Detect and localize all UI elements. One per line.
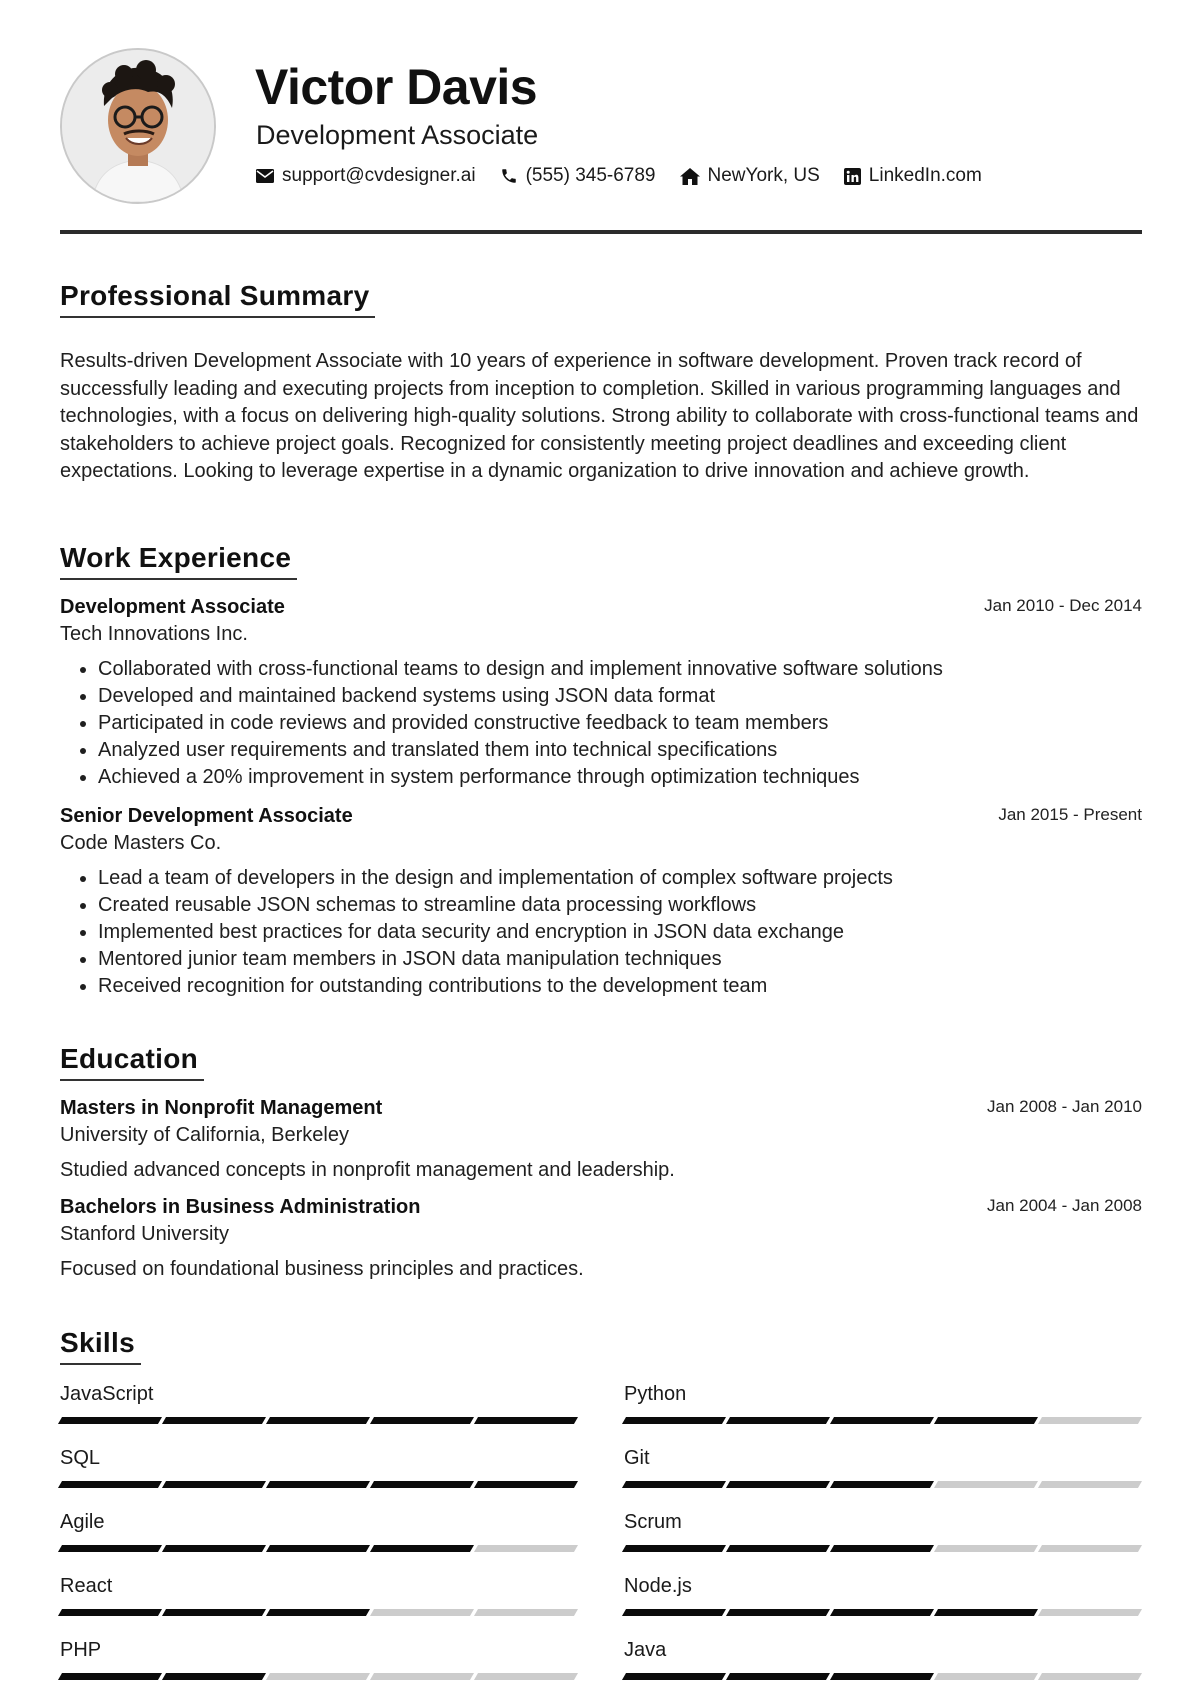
envelope-icon	[256, 169, 274, 183]
skill-item	[60, 1639, 576, 1680]
skill-name: JavaScript	[60, 1383, 154, 1405]
job-bullet: • Implemented best practices for data security and encryption in JSON data exchange	[98, 919, 1142, 946]
education-description: Focused on foundational business principles and practices.	[60, 1258, 584, 1280]
skill-item	[624, 1639, 1140, 1680]
job-bullet: • Created reusable JSON schemas to streamline data processing workflows	[98, 892, 1142, 919]
skill-name: Python	[624, 1383, 687, 1405]
skill-level-segment-empty	[1038, 1417, 1142, 1424]
skill-level-segment-filled	[58, 1417, 162, 1424]
skill-level-bar	[624, 1673, 1140, 1680]
contact-location-text: NewYork, US	[707, 165, 820, 186]
skill-item	[624, 1383, 1140, 1424]
school-name: University of California, Berkeley	[60, 1124, 349, 1146]
skill-level-segment-filled	[162, 1481, 266, 1488]
job-entry	[60, 596, 1142, 791]
job-entry	[60, 805, 1142, 1000]
skill-item	[60, 1383, 576, 1424]
job-bullet: • Participated in code reviews and provided constructive feedback to team members	[98, 710, 1142, 737]
skill-level-segment-filled	[266, 1545, 370, 1552]
education-dates: Jan 2008 - Jan 2010	[986, 1097, 1142, 1116]
skill-level-segment-filled	[370, 1545, 474, 1552]
skill-level-segment-filled	[622, 1545, 726, 1552]
skill-level-segment-filled	[726, 1417, 830, 1424]
contact-list	[256, 165, 982, 187]
contact-linkedin[interactable]	[844, 165, 982, 187]
skill-level-segment-filled	[162, 1417, 266, 1424]
skill-level-segment-empty	[370, 1673, 474, 1680]
contact-email[interactable]	[256, 165, 476, 187]
job-dates: Jan 2015 - Present	[998, 805, 1142, 824]
skill-level-bar	[60, 1545, 576, 1552]
skills-grid	[60, 1383, 1142, 1680]
education-description: Studied advanced concepts in nonprofit management and leadership.	[60, 1159, 675, 1181]
school-name: Stanford University	[60, 1223, 229, 1245]
skill-level-segment-filled	[370, 1481, 474, 1488]
skill-level-segment-filled	[162, 1545, 266, 1552]
skill-level-segment-filled	[58, 1609, 162, 1616]
skill-item	[60, 1511, 576, 1552]
job-company: Code Masters Co.	[60, 832, 222, 854]
education-section	[60, 1043, 1142, 1281]
skill-name: React	[60, 1575, 113, 1597]
work-heading: Work Experience	[60, 542, 297, 580]
skill-level-segment-filled	[830, 1673, 934, 1680]
phone-icon	[500, 167, 518, 185]
skill-item	[624, 1575, 1140, 1616]
avatar	[60, 48, 216, 204]
skill-level-segment-filled	[58, 1545, 162, 1552]
candidate-role: Development Associate	[256, 120, 539, 150]
job-bullet: • Developed and maintained backend systems using JSON data format	[98, 683, 1142, 710]
skill-level-segment-filled	[474, 1417, 578, 1424]
linkedin-icon	[844, 168, 861, 185]
skill-level-segment-filled	[266, 1609, 370, 1616]
skill-level-segment-filled	[622, 1673, 726, 1680]
skill-level-segment-empty	[934, 1673, 1038, 1680]
skill-level-segment-filled	[830, 1545, 934, 1552]
job-bullets	[60, 865, 1142, 1000]
skill-level-segment-filled	[726, 1481, 830, 1488]
job-bullet: • Mentored junior team members in JSON data manipulation techniques	[98, 946, 1142, 973]
skill-level-bar	[624, 1545, 1140, 1552]
skill-level-bar	[624, 1481, 1140, 1488]
skill-level-segment-filled	[58, 1481, 162, 1488]
education-heading: Education	[60, 1043, 204, 1081]
contact-email-text: support@cvdesigner.ai	[282, 165, 476, 186]
skill-level-bar	[60, 1673, 576, 1680]
skill-level-segment-empty	[1038, 1609, 1142, 1616]
skill-name: SQL	[60, 1447, 101, 1469]
skill-level-segment-filled	[622, 1417, 726, 1424]
job-bullet: • Analyzed user requirements and translated them into technical specifications	[98, 737, 1142, 764]
skill-level-bar	[624, 1609, 1140, 1616]
skill-level-segment-filled	[370, 1417, 474, 1424]
skill-item	[60, 1575, 576, 1616]
skill-level-segment-filled	[830, 1481, 934, 1488]
contact-phone-text: (555) 345-6789	[525, 165, 656, 186]
job-bullet: • Achieved a 20% improvement in system performance through optimization techniques	[98, 764, 1142, 791]
skill-level-segment-empty	[474, 1545, 578, 1552]
skill-level-segment-filled	[266, 1417, 370, 1424]
skill-level-segment-empty	[474, 1673, 578, 1680]
skill-level-bar	[624, 1417, 1140, 1424]
skill-level-bar	[60, 1481, 576, 1488]
job-company: Tech Innovations Inc.	[60, 623, 248, 645]
skill-level-segment-filled	[934, 1609, 1038, 1616]
skill-level-segment-filled	[934, 1417, 1038, 1424]
job-bullets	[60, 656, 1142, 791]
job-bullet: • Collaborated with cross-functional teams to design and implement innovative software solutions	[98, 656, 1142, 683]
skill-name: Scrum	[624, 1511, 682, 1533]
resume-header	[60, 0, 1140, 236]
skills-section	[60, 1327, 1142, 1680]
skill-level-bar	[60, 1609, 576, 1616]
skill-name: PHP	[60, 1639, 102, 1661]
job-bullet: • Lead a team of developers in the design and implementation of complex software projects	[98, 865, 1142, 892]
job-title: Development Associate	[60, 596, 285, 618]
skill-level-segment-filled	[622, 1609, 726, 1616]
contact-location	[680, 165, 820, 187]
degree-title: Bachelors in Business Administration	[60, 1196, 421, 1218]
avatar-portrait-icon	[62, 50, 214, 202]
skill-level-segment-empty	[934, 1545, 1038, 1552]
skill-level-segment-empty	[370, 1609, 474, 1616]
skill-level-segment-filled	[58, 1673, 162, 1680]
contact-phone[interactable]	[500, 165, 656, 187]
resume-page	[60, 0, 1142, 1661]
education-dates: Jan 2004 - Jan 2008	[986, 1196, 1142, 1215]
skill-level-segment-filled	[726, 1609, 830, 1616]
skill-level-segment-filled	[726, 1545, 830, 1552]
summary-section	[60, 280, 1142, 486]
skill-level-segment-empty	[934, 1481, 1038, 1488]
job-bullet: • Received recognition for outstanding contributions to the development team	[98, 973, 1142, 1000]
header-divider	[60, 230, 1142, 234]
candidate-name: Victor Davis	[255, 59, 538, 115]
skill-name: Git	[624, 1447, 650, 1469]
skill-level-segment-empty	[474, 1609, 578, 1616]
skill-level-segment-empty	[1038, 1481, 1142, 1488]
skill-level-segment-filled	[162, 1609, 266, 1616]
skill-level-segment-empty	[1038, 1545, 1142, 1552]
skill-level-segment-filled	[726, 1673, 830, 1680]
contact-linkedin-text: LinkedIn.com	[868, 165, 982, 186]
work-section	[60, 542, 1142, 1000]
skill-level-segment-filled	[622, 1481, 726, 1488]
skill-item	[624, 1511, 1140, 1552]
skill-level-segment-filled	[474, 1481, 578, 1488]
home-icon	[680, 168, 700, 185]
skill-level-segment-empty	[1038, 1673, 1142, 1680]
skill-name: Agile	[60, 1511, 105, 1533]
summary-heading: Professional Summary	[60, 280, 375, 318]
skill-name: Java	[624, 1639, 667, 1661]
education-entry	[60, 1196, 1142, 1281]
job-dates: Jan 2010 - Dec 2014	[984, 596, 1142, 615]
skill-level-segment-filled	[830, 1417, 934, 1424]
education-entry	[60, 1097, 1142, 1182]
degree-title: Masters in Nonprofit Management	[60, 1097, 383, 1119]
skill-level-segment-empty	[266, 1673, 370, 1680]
skill-item	[624, 1447, 1140, 1488]
skill-level-segment-filled	[266, 1481, 370, 1488]
job-title: Senior Development Associate	[60, 805, 353, 827]
skill-level-bar	[60, 1417, 576, 1424]
skill-level-segment-filled	[830, 1609, 934, 1616]
summary-text: Results-driven Development Associate with 10 years of experience in software development. Proven track record of successfully leading and executing projects from inception to completion. Skilled in various programming languages and technologies, with a focus on delivering high-quality solutions. Strong ability to collaborate with cross-functional teams and stakeholders to achieve project goals. Recognized for consistently meeting project deadlines and exceeding client expectations. Looking to leverage expertise in a dynamic organization to drive innovation and achieve growth.	[60, 350, 1139, 482]
skills-heading: Skills	[60, 1327, 141, 1365]
skill-item	[60, 1447, 576, 1488]
skill-level-segment-filled	[162, 1673, 266, 1680]
skill-name: Node.js	[624, 1575, 692, 1597]
